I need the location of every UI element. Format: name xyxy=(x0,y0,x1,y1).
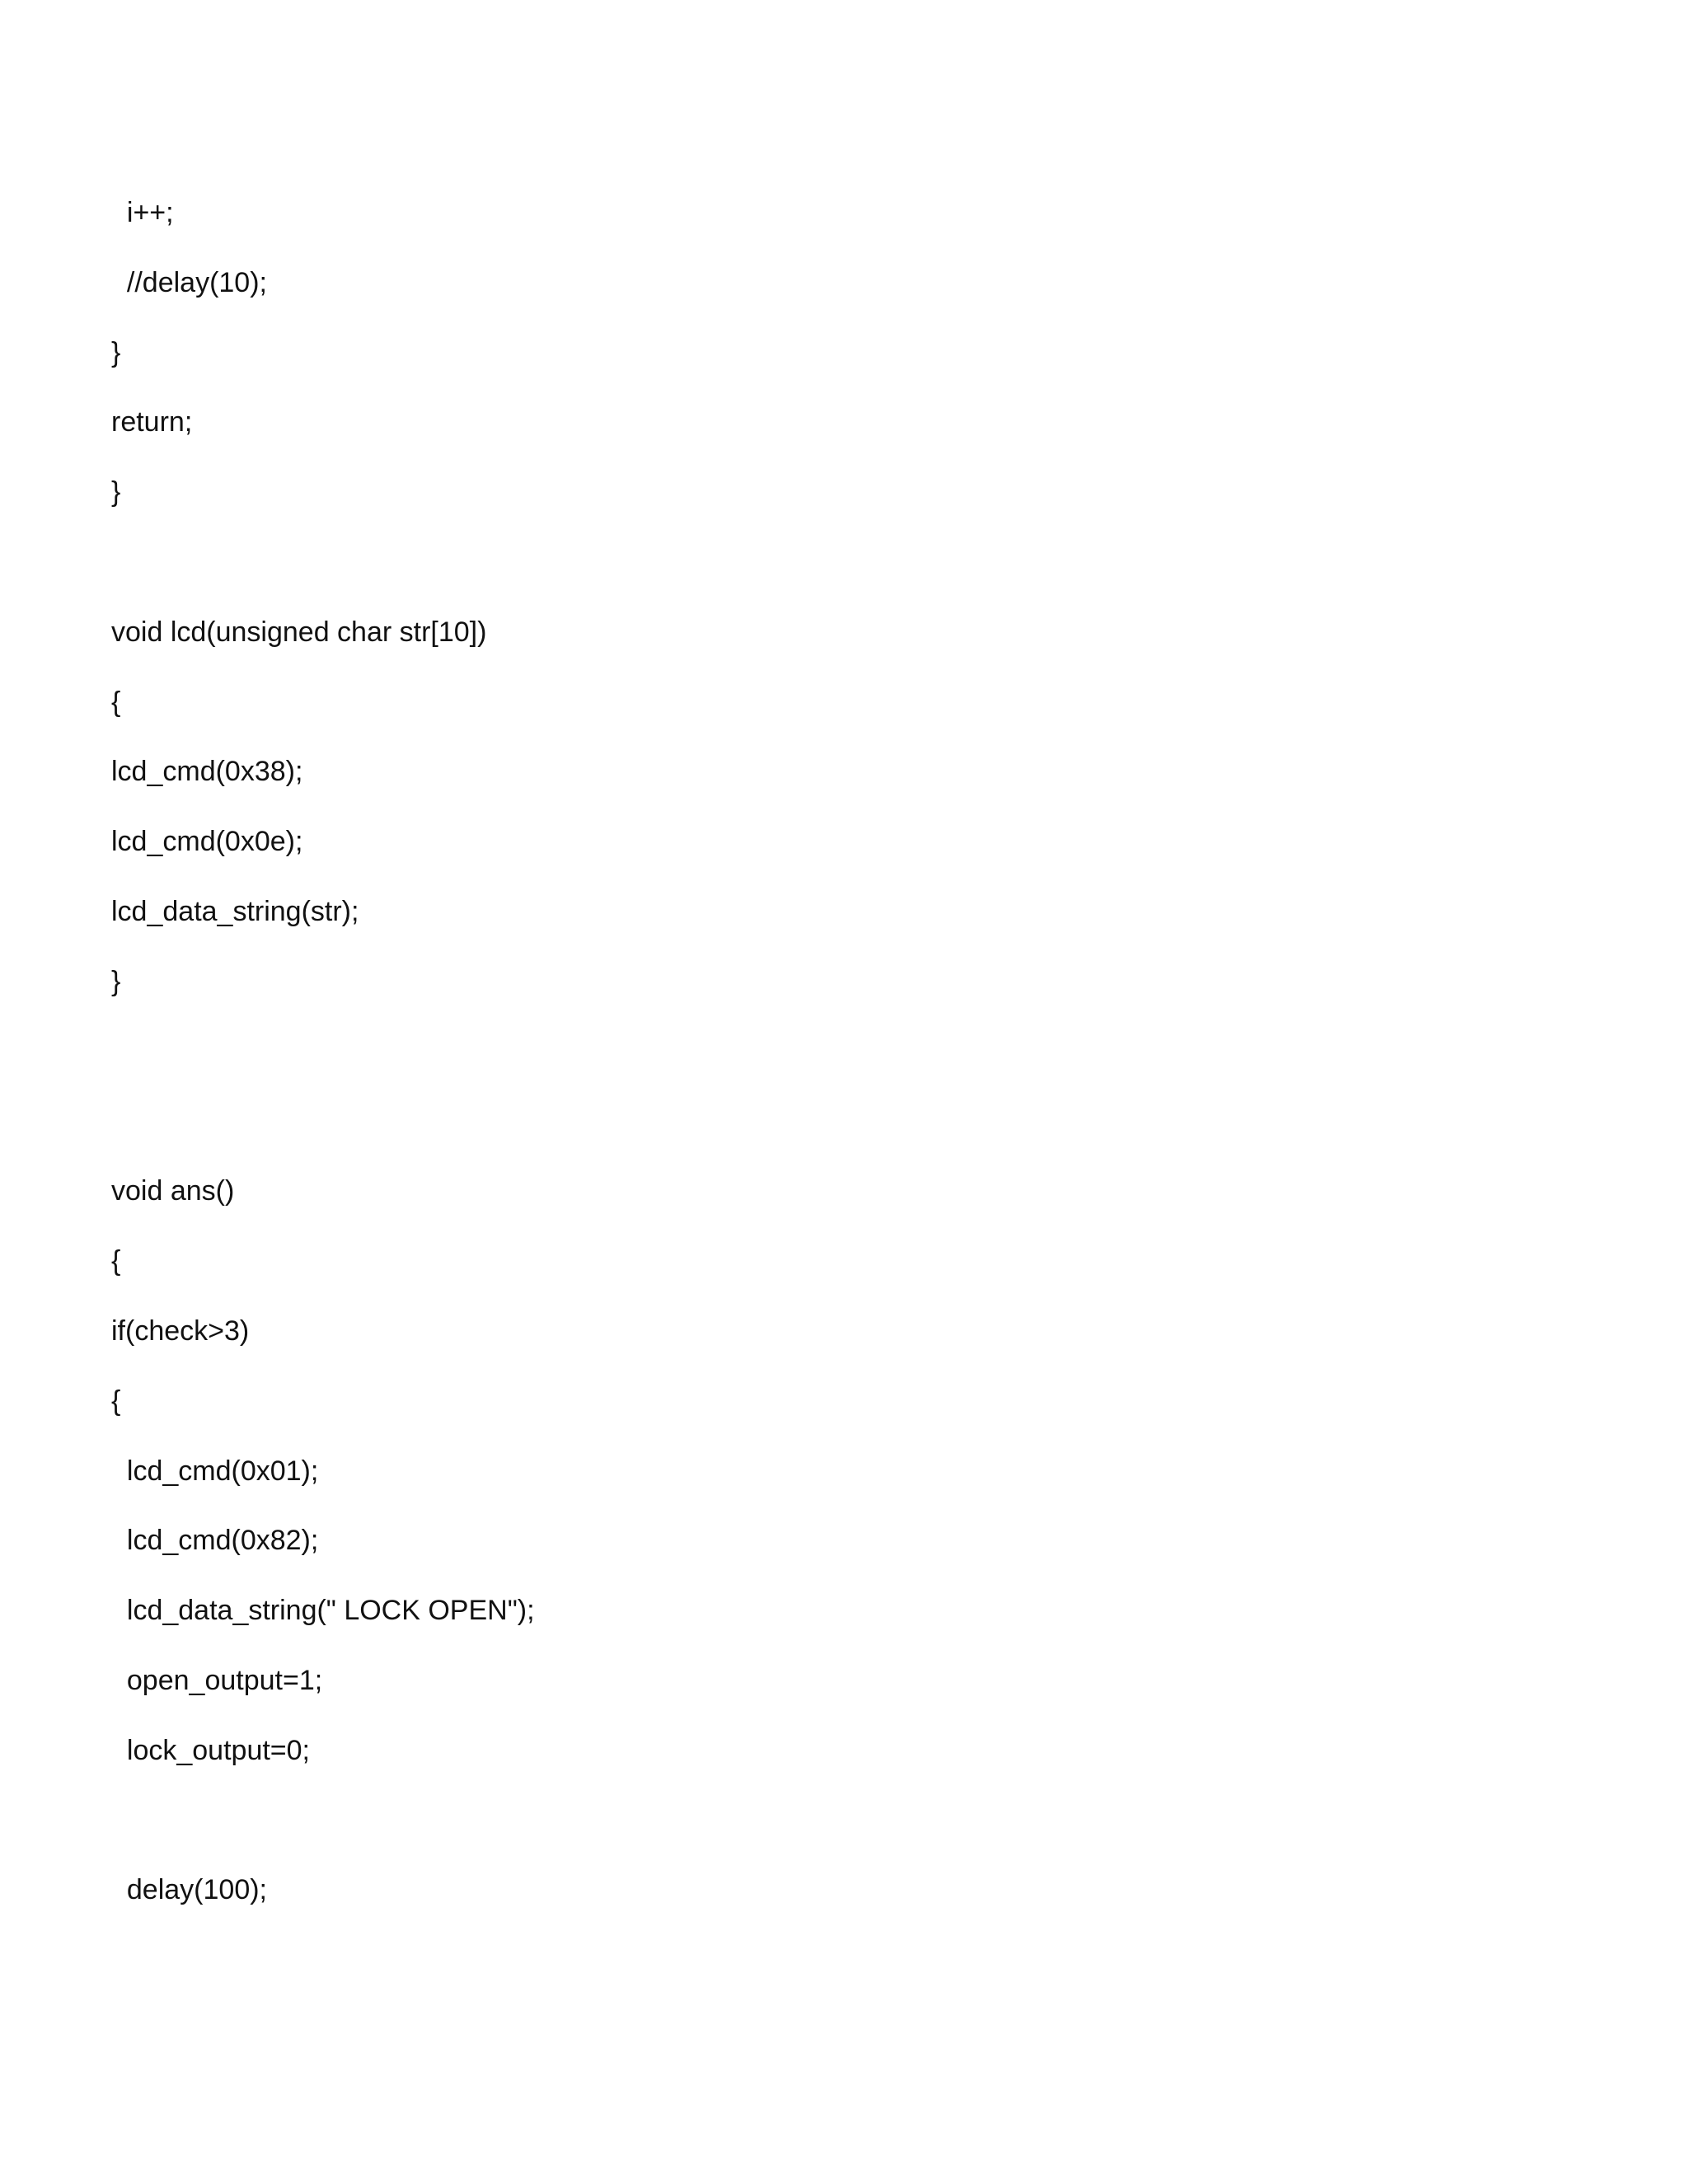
code-line: { xyxy=(111,687,121,718)
code-line: lcd_cmd(0x0e); xyxy=(111,826,303,857)
code-line: if(check>3) xyxy=(111,1315,250,1347)
code-line: return; xyxy=(111,406,193,438)
code-line: delay(100); xyxy=(111,1874,267,1905)
code-line: lcd_cmd(0x38); xyxy=(111,756,303,787)
code-line: } xyxy=(111,476,121,508)
code-line: { xyxy=(111,1245,121,1277)
code-line: lcd_data_string(str); xyxy=(111,896,359,927)
code-line: lcd_data_string(" LOCK OPEN"); xyxy=(111,1595,535,1626)
code-line: i++; xyxy=(111,197,174,228)
code-line: open_output=1; xyxy=(111,1665,323,1696)
code-line: lcd_cmd(0x82); xyxy=(111,1525,319,1556)
code-line: //delay(10); xyxy=(111,267,267,298)
code-line: { xyxy=(111,1385,121,1417)
code-line: } xyxy=(111,966,121,997)
code-line: lock_output=0; xyxy=(111,1735,311,1766)
code-line: void lcd(unsigned char str[10]) xyxy=(111,616,487,648)
code-line: lcd_cmd(0x01); xyxy=(111,1455,319,1487)
code-line: void ans() xyxy=(111,1175,235,1207)
code-line: } xyxy=(111,337,121,368)
